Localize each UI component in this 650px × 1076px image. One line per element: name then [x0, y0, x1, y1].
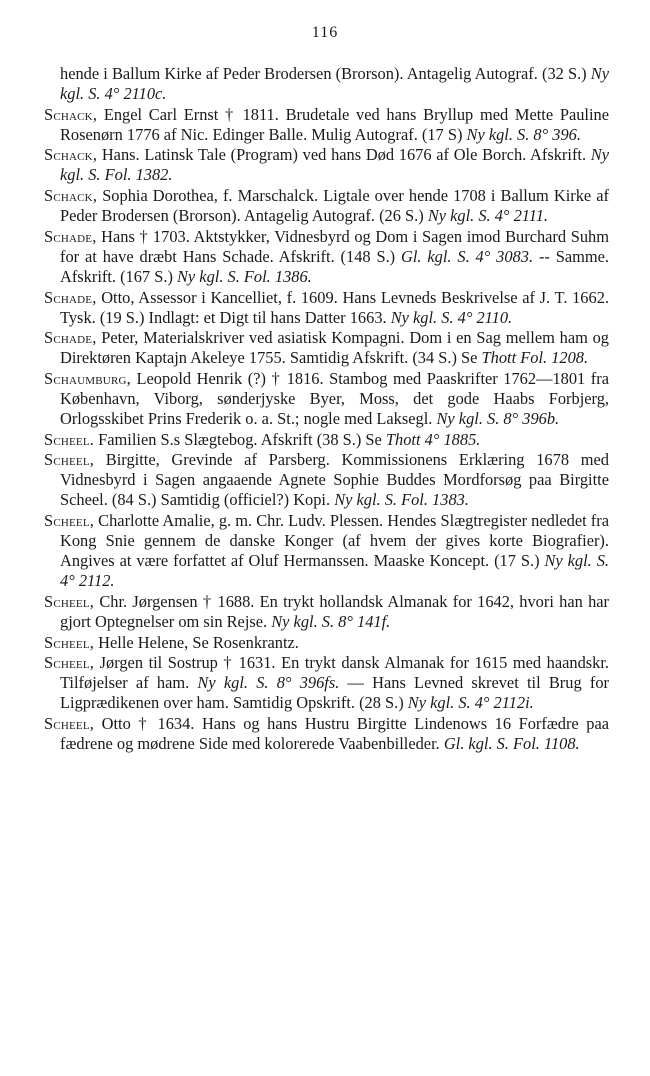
- entry-scheel-jorgen: [44, 653, 609, 713]
- entry-text: Chr. Jørgensen † 1688. En trykt hollandsk Almanak for 1642, hvori han har gjort Optegnelser om sin Rejse.: [60, 591, 609, 632]
- entry-heading: Schack,: [44, 186, 98, 206]
- entry-schack-engel: [44, 105, 609, 145]
- entry-reference: Ny kgl. S. Fol. 1382.: [60, 145, 609, 185]
- page-number: 116: [311, 24, 339, 41]
- entry-reference: Gl. kgl. S. Fol. 1108.: [443, 734, 580, 754]
- entry-text: Engel Carl Ernst † 1811. Brudetale ved hans Bryllup med Mette Pauline Rosenørn 1776 af Nic. Edinger Balle. Mulig Autograf. (17 S): [60, 104, 609, 144]
- entry-heading: Schade,: [44, 226, 97, 246]
- entry-text: Otto † 1634. Hans og hans Hustru Birgitte Lindenows 16 Forfædre paa fædrene og mødrene Side med kolorerede Vaabenbilleder.: [60, 714, 609, 754]
- entry-heading: Schade,: [44, 287, 97, 307]
- entry-reference: Ny kgl. S. 8° 396.: [466, 124, 581, 144]
- entry-text: Charlotte Amalie, g. m. Chr. Ludv. Plessen. Hendes Slægtregister nedledet fra Kong Snie gennem de danske Konger (af hvem der gives korte Biografier). Angives at være forfattet af Oluf Hermanssen. Maaske Koncept. (17 S.): [60, 511, 609, 571]
- entry-reference: Ny kgl. S. 4° 2110c.: [60, 64, 609, 104]
- entry-heading: Scheel,: [44, 591, 95, 611]
- entry-scheel-chr: [44, 592, 609, 632]
- entry-reference: Ny kgl. S. 8° 141f.: [271, 612, 391, 632]
- entry-text: Leopold Henrik (?) † 1816. Stambog med Paaskrifter 1762—1801 fra København, Viborg, sønderjyske Byer, Moss, det gode Haabs Forbjerg, Orlogsskibet Prins Frederik o. a. St.; nogle med Laksegl.: [60, 368, 609, 429]
- entry-heading: Scheel,: [44, 450, 95, 470]
- entry-text-2: — Hans Levned skrevet til Brug for Ligprædikenen over ham. Samtidig Opskrift. (28 S.): [60, 673, 609, 713]
- entry-reference: Ny kgl. S. Fol. 1383.: [334, 490, 469, 510]
- entry-reference-2: Ny kgl. S. 4° 2112i.: [407, 693, 534, 713]
- entry-reference: Thott Fol. 1208.: [481, 348, 589, 368]
- entry-scheel-birgitte: [44, 450, 609, 510]
- entry-text: Birgitte, Grevinde af Parsberg. Kommissionens Erklæring 1678 med Vidnesbyrd i Sagen angaaende Agnete Sophie Buddes Mordforsøg paa Birgitte Scheel. (84 S.) Samtidig (officiel?) Kopi.: [60, 450, 609, 510]
- entry-text: Hans † 1703. Aktstykker, Vidnesbyrd og Dom i Sagen imod Burchard Suhm for at have dræbt Hans Schade. Afskrift. (148 S.): [60, 226, 609, 266]
- entry-text: Hans. Latinsk Tale (Program) ved hans Død 1676 af Ole Borch. Afskrift.: [97, 145, 591, 165]
- entry-reference: Ny kgl. S. 8° 396fs.: [197, 673, 340, 693]
- entry-reference: Ny kgl. S. 4° 2112.: [60, 551, 609, 591]
- entry-scheel-otto: [44, 714, 609, 754]
- register-entries: [44, 64, 609, 755]
- entry-heading: Scheel,: [44, 714, 95, 733]
- entry-heading: Scheel,: [44, 632, 95, 652]
- entry-text: Peter, Materialskriver ved asiatisk Kompagni. Dom i en Sag mellem ham og Direktøren Kaptajn Akeleye 1755. Samtidig Afskrift. (34 S.) Se: [60, 328, 609, 368]
- entry-reference: Thott 4° 1885.: [385, 429, 481, 449]
- entry-text: Sophia Dorothea, f. Marschalck. Ligtale over hende 1708 i Ballum Kirke af Peder Brodersen (Brorson). Antagelig Autograf. (26 S.): [60, 186, 609, 226]
- entry-schade-hans: [44, 227, 609, 287]
- entry-text: Helle Helene, Se Rosenkrantz.: [94, 632, 299, 652]
- entry-scheel-charlotte: [44, 511, 609, 591]
- entry-heading: Schack,: [44, 145, 98, 165]
- entry-text-2: -- Samme. Afskrift. (167 S.): [60, 246, 609, 286]
- entry-text: Otto, Assessor i Kancelliet, f. 1609. Hans Levneds Beskrivelse af J. T. 1662. Tysk. (19 S.) Indlagt: et Digt til hans Datter 1663.: [60, 287, 609, 327]
- entry-schade-peter: [44, 328, 609, 368]
- entry-reference: Ny kgl. S. 8° 396b.: [436, 409, 560, 429]
- entry-continuation: [44, 64, 609, 104]
- entry-reference: Gl. kgl. S. 4° 3083.: [401, 246, 534, 266]
- entry-schack-sophia: [44, 186, 609, 226]
- entry-scheel-familien: [44, 430, 609, 450]
- entry-text: hende i Ballum Kirke af Peder Brodersen (Brorson). Antagelig Autograf. (32 S.): [60, 64, 591, 83]
- entry-schaumburg: [44, 369, 609, 429]
- entry-text: Jørgen til Sostrup † 1631. En trykt dansk Almanak for 1615 med haandskr. Tilføjelser af ham.: [60, 653, 609, 693]
- entry-reference-2: Ny kgl. S. Fol. 1386.: [177, 266, 312, 286]
- entry-heading: Schack,: [44, 104, 98, 124]
- entry-heading: Scheel.: [44, 429, 95, 449]
- entry-scheel-helle: [44, 633, 609, 653]
- entry-text: Familien S.s Slægtebog. Afskrift (38 S.) Se: [94, 429, 386, 449]
- entry-reference: Ny kgl. S. 4° 2110.: [390, 307, 513, 327]
- entry-heading: Scheel,: [44, 653, 95, 673]
- entry-schack-hans: [44, 145, 609, 185]
- entry-schade-otto: [44, 288, 609, 328]
- entry-heading: Scheel,: [44, 511, 95, 531]
- entry-reference: Ny kgl. S. 4° 2111.: [427, 206, 549, 226]
- entry-heading: Schade,: [44, 328, 97, 348]
- entry-heading: Schaumburg,: [44, 368, 131, 388]
